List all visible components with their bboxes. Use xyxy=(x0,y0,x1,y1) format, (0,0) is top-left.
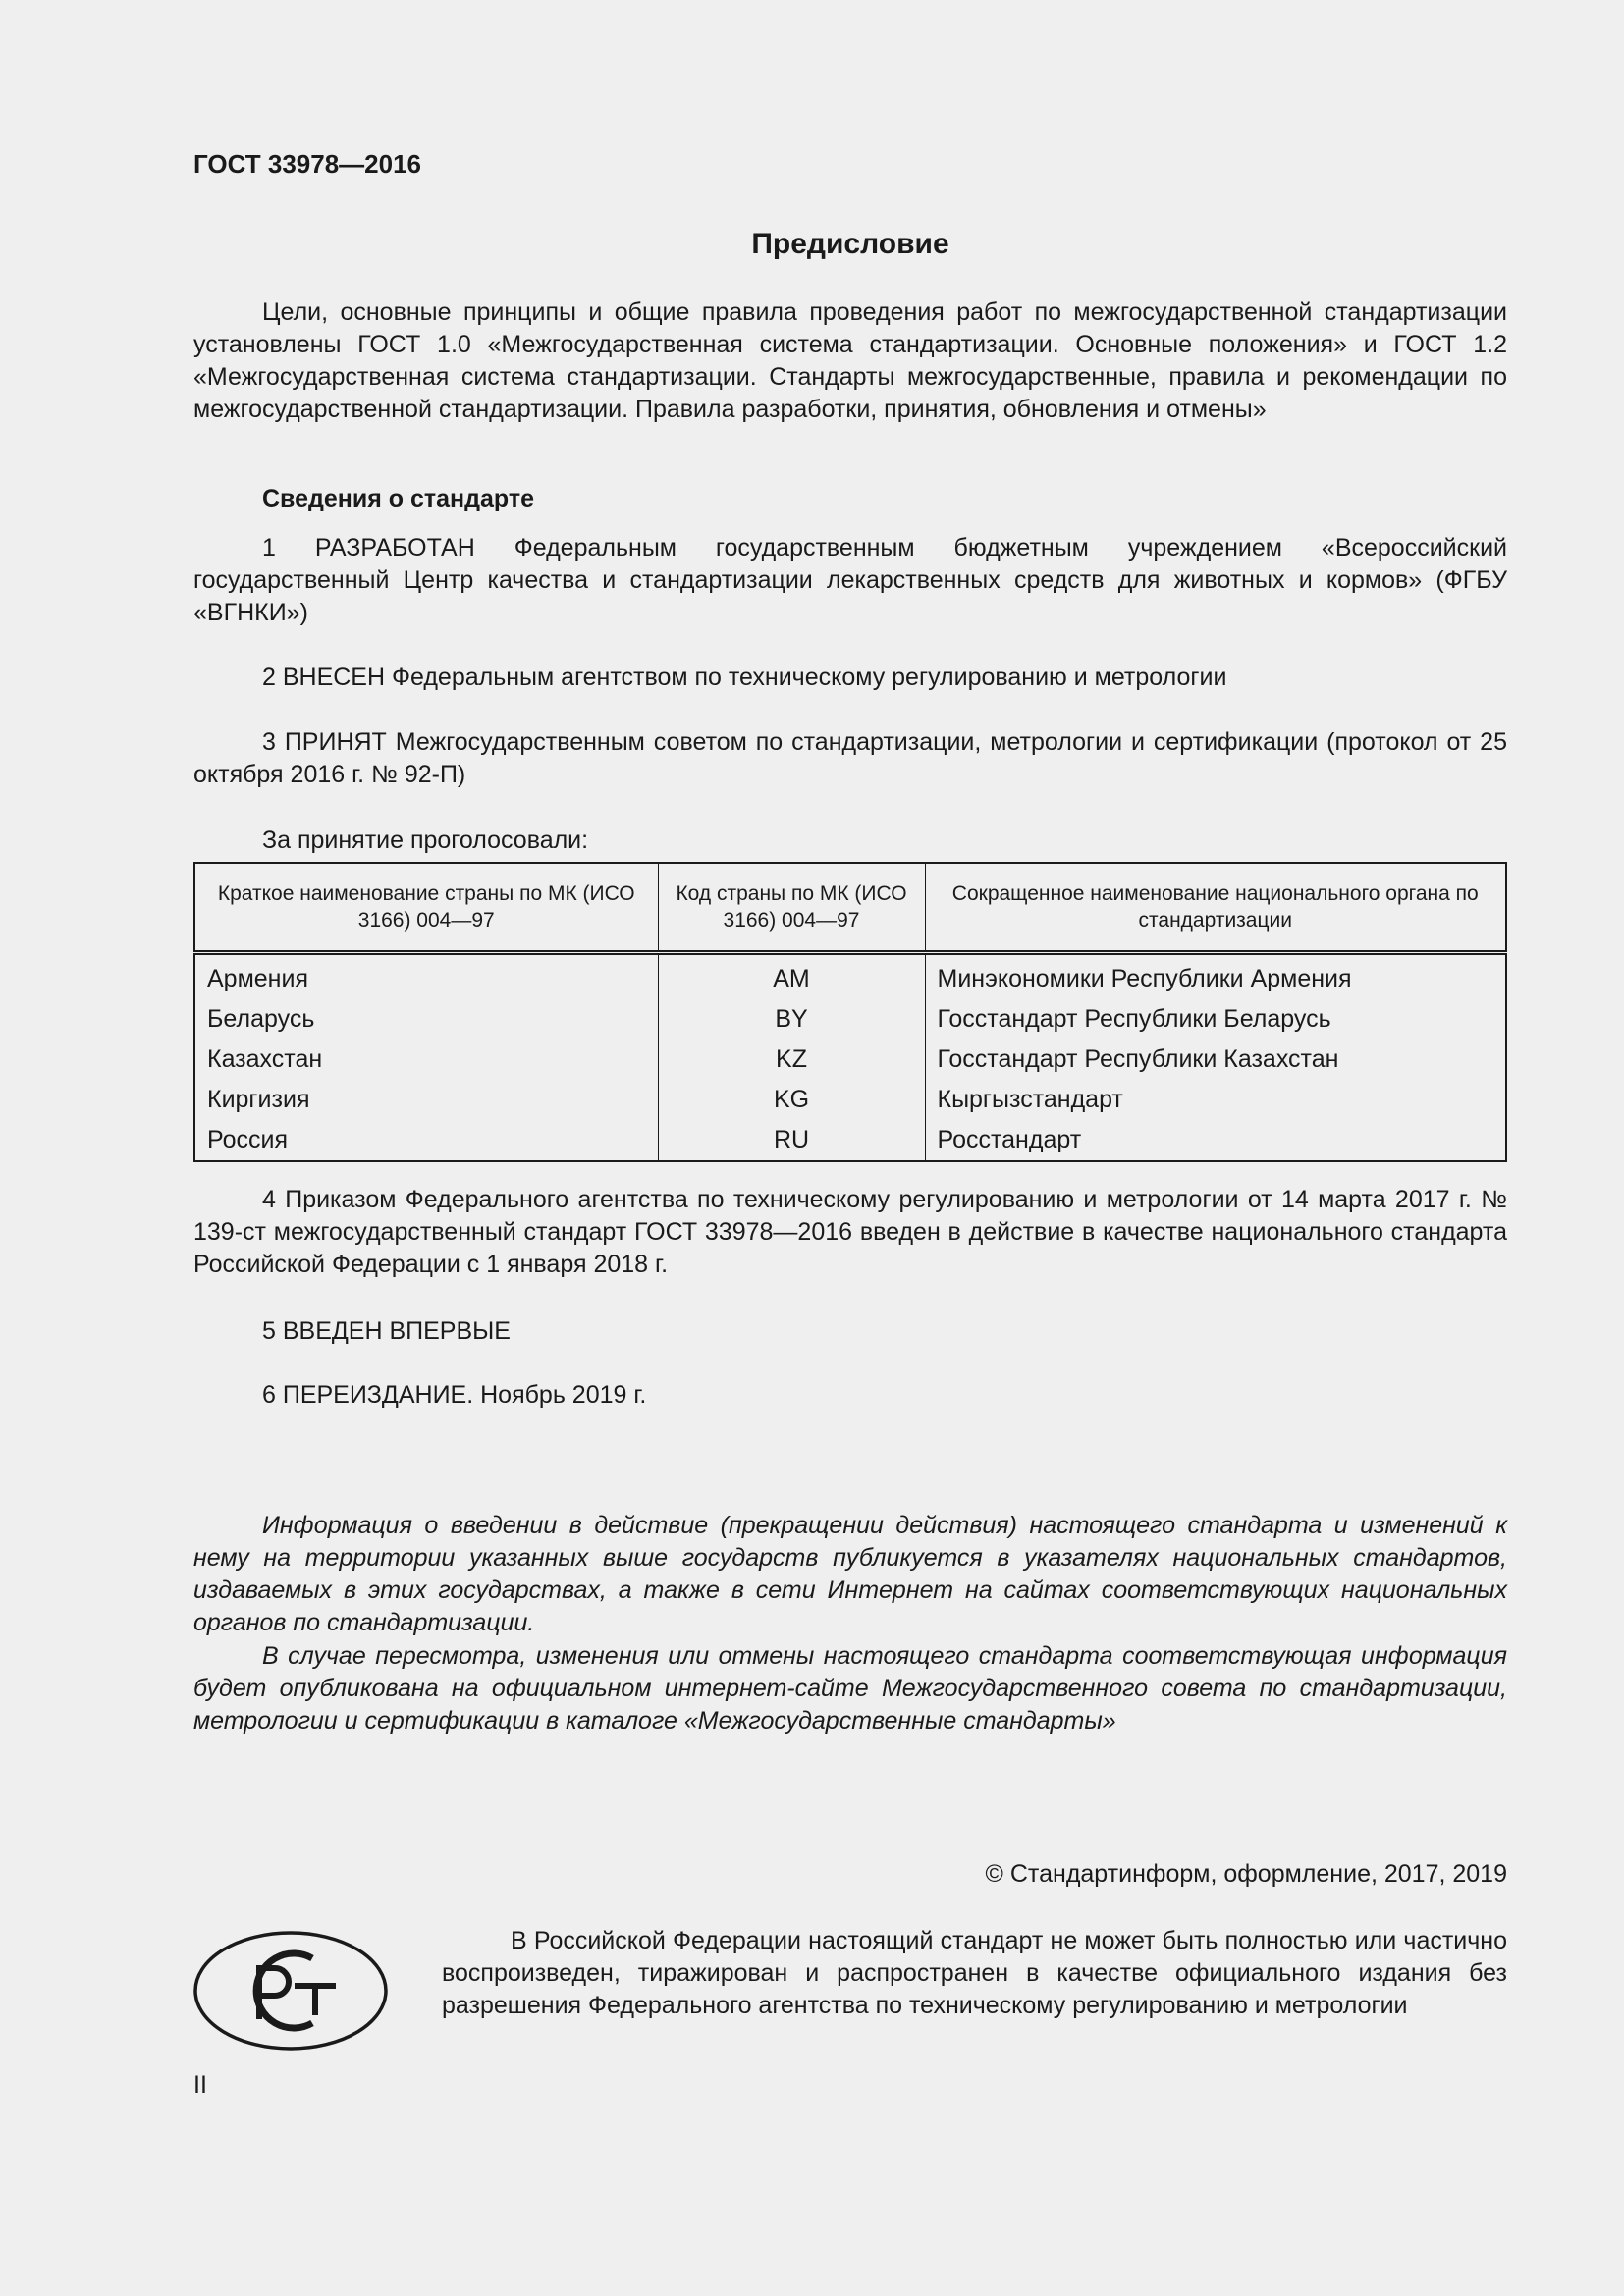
copyright-line: © Стандартинформ, оформление, 2017, 2019 xyxy=(985,1860,1507,1888)
cell-body: Кыргызстандарт xyxy=(937,1086,1123,1113)
table-row xyxy=(194,1120,1506,1161)
cell-code: KZ xyxy=(658,1040,925,1080)
pst-certification-mark-icon xyxy=(192,1929,389,2061)
section-heading: Сведения о стандарте xyxy=(262,485,535,512)
table-header-row xyxy=(194,863,1506,953)
voting-table xyxy=(193,862,1507,1162)
item-5: 5 ВВЕДЕН ВПЕРВЫЕ xyxy=(262,1317,511,1345)
column-header-body: Сокращенное наименование национального органа по стандартизации xyxy=(925,863,1506,953)
table-row xyxy=(194,1040,1506,1080)
page-title: Предисловие xyxy=(751,228,949,260)
table-row xyxy=(194,999,1506,1040)
intro-paragraph: Цели, основные принципы и общие правила проведения работ по межгосударственной стандартизации установлены ГОСТ 1.0 «Межгосударственная система стандартизации. Основные положения» и ГОСТ 1.2 «Межгосударственная система стандартизации. Стандарты межгосударственные, правила и рекомендации по межгосударственной стандартизации. Правила разработки, принятия, обновления и отмены» xyxy=(193,298,1507,423)
cell-country: Киргизия xyxy=(194,1080,658,1120)
item-3: 3 ПРИНЯТ Межгосударственным советом по стандартизации, метрологии и сертификации (протокол от 25 октября 2016 г. № 92-П) xyxy=(193,728,1507,788)
cell-country: Россия xyxy=(194,1120,658,1161)
notice-paragraph-1: Информация о введении в действие (прекращении действия) настоящего стандарта и изменений к нему на территории указанных выше государств публикуется в указателях национальных стандартов, издаваемых в этих государствах, а также в сети Интернет на сайтах соответствующих национальных органов по стандартизации. xyxy=(193,1512,1507,1636)
rights-notice: В Российской Федерации настоящий стандарт не может быть полностью или частично воспроизведен, тиражирован и распространен в качестве официального издания без разрешения Федерального агентства по техническому регулированию и метрологии xyxy=(442,1927,1507,2019)
column-header-country: Краткое наименование страны по МК (ИСО 3166) 004—97 xyxy=(194,863,658,953)
cell-country: Беларусь xyxy=(194,999,658,1040)
notice-paragraph-2: В случае пересмотра, изменения или отмены настоящего стандарта соответствующая информация будет опубликована на официальном интернет-сайте Межгосударственного совета по стандартизации, метрологии и сертификации в каталоге «Межгосударственные стандарты» xyxy=(193,1642,1507,1735)
item-1: 1 РАЗРАБОТАН Федеральным государственным бюджетным учреждением «Всероссийский государственный Центр качества и стандартизации лекарственных средств для животных и кормов» (ФГБУ «ВГНКИ») xyxy=(193,534,1507,626)
cell-code: AM xyxy=(658,953,925,1000)
table-row xyxy=(194,953,1506,1000)
cell-code: KG xyxy=(658,1080,925,1120)
cell-body: Госстандарт Республики Казахстан xyxy=(937,1045,1339,1073)
cell-body: Росстандарт xyxy=(937,1126,1082,1153)
vote-intro: За принятие проголосовали: xyxy=(262,827,589,854)
cell-code: RU xyxy=(658,1120,925,1161)
item-2: 2 ВНЕСЕН Федеральным агентством по техническому регулированию и метрологии xyxy=(262,664,1227,691)
cell-country: Армения xyxy=(194,953,658,1000)
item-6: 6 ПЕРЕИЗДАНИЕ. Ноябрь 2019 г. xyxy=(262,1381,647,1409)
page-number: II xyxy=(193,2071,207,2099)
cell-body: Госстандарт Республики Беларусь xyxy=(937,1005,1331,1033)
cell-body: Минэкономики Республики Армения xyxy=(937,965,1352,992)
cell-country: Казахстан xyxy=(194,1040,658,1080)
table-row xyxy=(194,1080,1506,1120)
document-id: ГОСТ 33978—2016 xyxy=(193,149,421,179)
column-header-code: Код страны по МК (ИСО 3166) 004—97 xyxy=(658,863,925,953)
item-4: 4 Приказом Федерального агентства по техническому регулированию и метрологии от 14 марта 2017 г. № 139-ст межгосударственный стандарт ГОСТ 33978—2016 введен в действие в качестве национального стандарта Российской Федерации с 1 января 2018 г. xyxy=(193,1186,1507,1278)
cell-code: BY xyxy=(658,999,925,1040)
